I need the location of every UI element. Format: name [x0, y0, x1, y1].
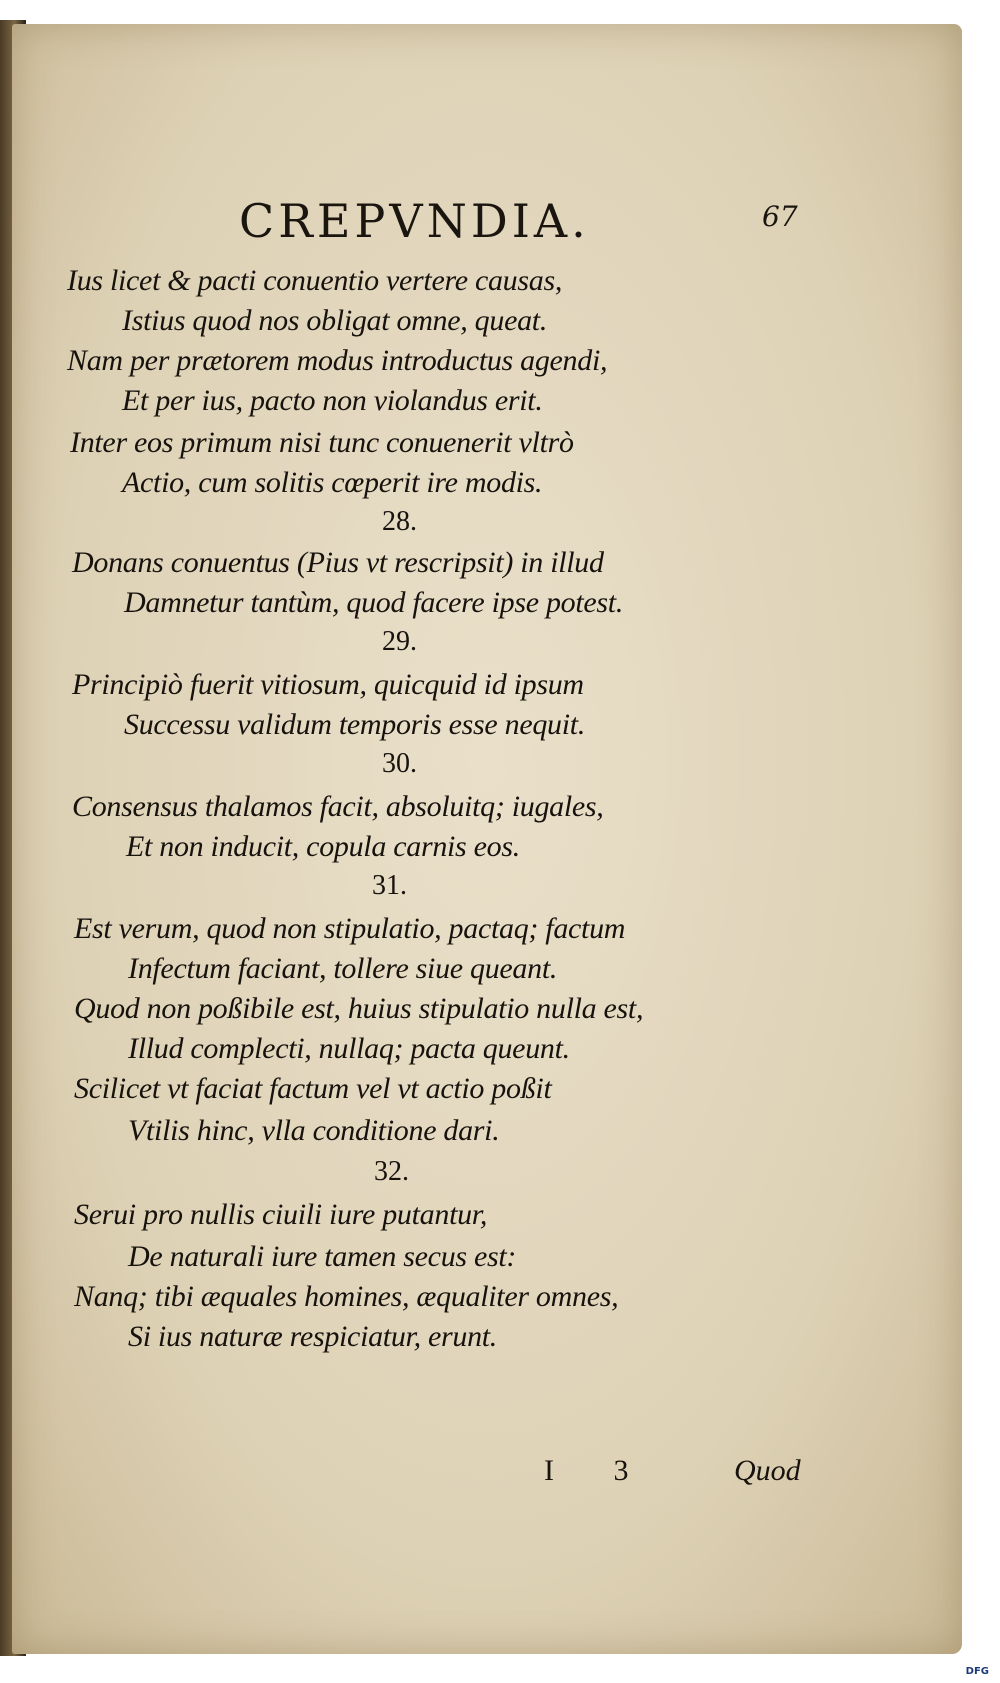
- catchword: Quod: [734, 1454, 801, 1487]
- verse-line: Istius quod nos obligat omne, queat.: [122, 304, 548, 337]
- verse-line: Si ius naturæ respiciatur, erunt.: [128, 1320, 498, 1353]
- section-number: 29.: [382, 626, 417, 657]
- verse-line: Et per ius, pacto non violandus erit.: [122, 384, 543, 417]
- verse-line: Ius licet & pacti conuentio vertere causas,: [67, 264, 563, 297]
- verse-line: Actio, cum solitis cœperit ire modis.: [122, 466, 543, 499]
- section-number: 28.: [382, 506, 417, 537]
- section-number: 31.: [372, 870, 407, 901]
- verse-line: Nanq; tibi æquales homines, æqualiter omnes,: [74, 1280, 619, 1313]
- verse-line: Scilicet vt faciat factum vel vt actio poßit: [74, 1072, 552, 1105]
- digitization-credit: [563, 1664, 992, 1677]
- verse-line: Damnetur tantùm, quod facere ipse potest.: [124, 586, 624, 619]
- credit-text: Digitalisierung gefördert durch die Deutsche Forschungsgemeinschaft -: [562, 1664, 957, 1677]
- page-footer: [12, 1454, 962, 1504]
- verse-line: Illud complecti, nullaq; pacta queunt.: [128, 1032, 570, 1065]
- verse-line: Infectum faciant, tollere siue queant.: [128, 952, 558, 985]
- verse-line: Quod non poßibile est, huius stipulatio nulla est,: [74, 992, 644, 1025]
- show-through-text: [652, 194, 962, 1394]
- verse-line: Consensus thalamos facit, absoluitq; iugales,: [72, 790, 604, 823]
- verse-line: De naturali iure tamen secus est:: [128, 1240, 517, 1273]
- section-number: 32.: [374, 1156, 409, 1187]
- signature-mark: I 3: [544, 1454, 655, 1487]
- verse-line: Nam per prætorem modus introductus agendi,: [67, 344, 608, 377]
- page-header: [12, 194, 962, 264]
- section-number: 30.: [382, 748, 417, 779]
- verse-line: Vtilis hinc, vlla conditione dari.: [128, 1114, 500, 1147]
- verse-line: Serui pro nullis ciuili iure putantur,: [74, 1198, 488, 1231]
- verse-line: Principiò fuerit vitiosum, quicquid id ipsum: [72, 668, 584, 701]
- verse-line: Donans conuentus (Pius vt rescripsit) in illud: [72, 546, 604, 579]
- verse-line: Est verum, quod non stipulatio, pactaq; factum: [74, 912, 626, 945]
- verse-line: Et non inducit, copula carnis eos.: [126, 830, 520, 863]
- book-page: [12, 24, 962, 1654]
- page-number: 67: [762, 200, 798, 233]
- dfg-logo: DFG: [963, 1666, 992, 1677]
- verse-line: Inter eos primum nisi tunc conuenerit vltrò: [70, 426, 574, 459]
- verse-line: Successu validum temporis esse nequit.: [124, 708, 586, 741]
- running-title: CREPVNDIA.: [239, 194, 590, 248]
